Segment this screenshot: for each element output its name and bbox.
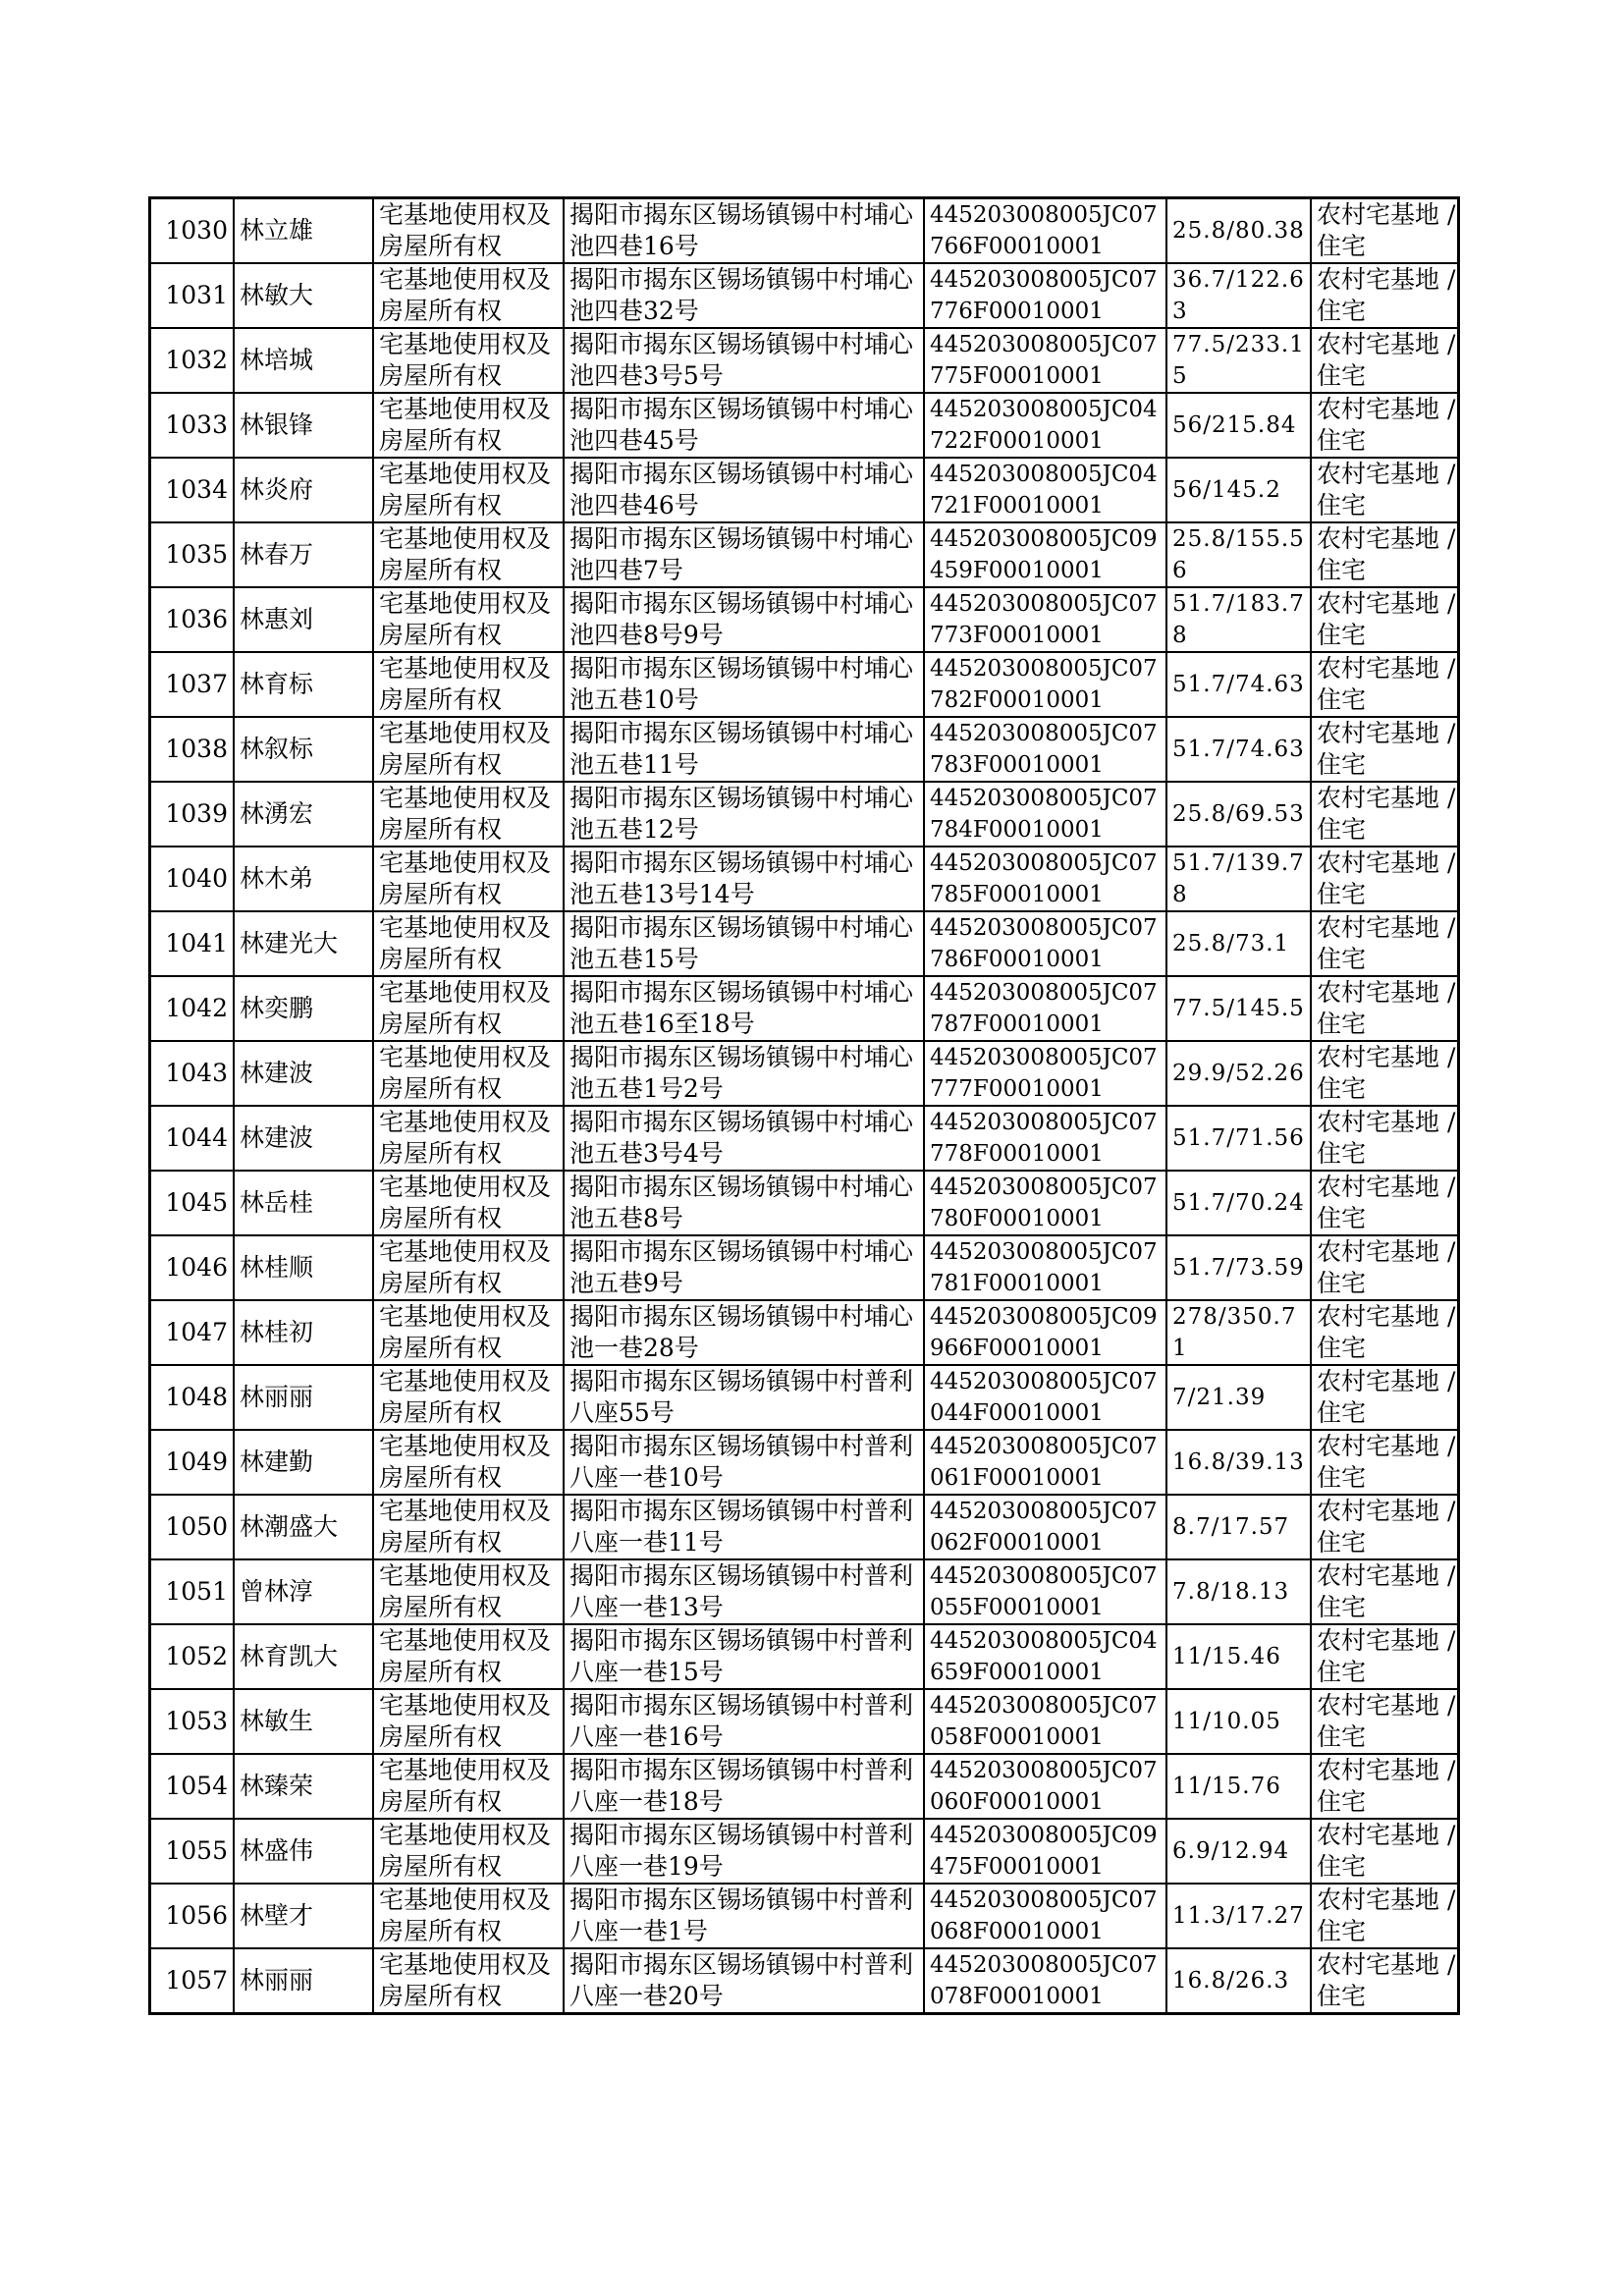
unit-code-cell: 445203008005JC07784F00010001: [924, 782, 1166, 847]
owner-name-cell: 林建光大: [234, 911, 373, 976]
land-use-cell: 农村宅基地 / 住宅: [1311, 717, 1459, 782]
land-use-cell: 农村宅基地 / 住宅: [1311, 1430, 1459, 1495]
owner-name-cell: 林盛伟: [234, 1819, 373, 1884]
property-address-cell: 揭阳市揭东区锡场镇锡中村埔心池五巷10号: [564, 652, 924, 717]
area-value-cell: 11/10.05: [1166, 1689, 1311, 1754]
right-type-cell: 宅基地使用权及房屋所有权: [373, 1495, 564, 1559]
area-value-cell: 16.8/39.13: [1166, 1430, 1311, 1495]
owner-name-cell: 林培城: [234, 328, 373, 393]
table-row: [150, 652, 1459, 717]
unit-code-cell: 445203008005JC07058F00010001: [924, 1689, 1166, 1754]
area-value-cell: 11/15.46: [1166, 1624, 1311, 1689]
row-number-cell: 1052: [150, 1624, 235, 1689]
area-value-cell: 51.7/73.59: [1166, 1235, 1311, 1300]
row-number-cell: 1040: [150, 847, 235, 911]
land-use-cell: 农村宅基地 / 住宅: [1311, 782, 1459, 847]
table-row: [150, 522, 1459, 587]
owner-name-cell: 林桂顺: [234, 1235, 373, 1300]
right-type-cell: 宅基地使用权及房屋所有权: [373, 1819, 564, 1884]
property-address-cell: 揭阳市揭东区锡场镇锡中村普利八座一巷10号: [564, 1430, 924, 1495]
land-use-cell: 农村宅基地 / 住宅: [1311, 587, 1459, 652]
property-address-cell: 揭阳市揭东区锡场镇锡中村埔心池四巷16号: [564, 198, 924, 264]
area-value-cell: 25.8/155.56: [1166, 522, 1311, 587]
unit-code-cell: 445203008005JC07775F00010001: [924, 328, 1166, 393]
area-value-cell: 25.8/69.53: [1166, 782, 1311, 847]
unit-code-cell: 445203008005JC07773F00010001: [924, 587, 1166, 652]
owner-name-cell: 林奕鹏: [234, 976, 373, 1041]
right-type-cell: 宅基地使用权及房屋所有权: [373, 847, 564, 911]
row-number-cell: 1056: [150, 1884, 235, 1948]
land-use-cell: 农村宅基地 / 住宅: [1311, 1041, 1459, 1106]
unit-code-cell: 445203008005JC07060F00010001: [924, 1754, 1166, 1819]
property-address-cell: 揭阳市揭东区锡场镇锡中村埔心池四巷7号: [564, 522, 924, 587]
land-use-cell: 农村宅基地 / 住宅: [1311, 393, 1459, 458]
owner-name-cell: 林敏大: [234, 263, 373, 328]
right-type-cell: 宅基地使用权及房屋所有权: [373, 1948, 564, 2014]
owner-name-cell: 林臻荣: [234, 1754, 373, 1819]
table-row: [150, 847, 1459, 911]
row-number-cell: 1048: [150, 1365, 235, 1430]
area-value-cell: 11.3/17.27: [1166, 1884, 1311, 1948]
table-row: [150, 1754, 1459, 1819]
land-use-cell: 农村宅基地 / 住宅: [1311, 1819, 1459, 1884]
row-number-cell: 1033: [150, 393, 235, 458]
row-number-cell: 1054: [150, 1754, 235, 1819]
table-row: [150, 1235, 1459, 1300]
area-value-cell: 29.9/52.26: [1166, 1041, 1311, 1106]
property-address-cell: 揭阳市揭东区锡场镇锡中村普利八座一巷11号: [564, 1495, 924, 1559]
table-row: [150, 393, 1459, 458]
row-number-cell: 1047: [150, 1300, 235, 1365]
area-value-cell: 51.7/183.78: [1166, 587, 1311, 652]
land-use-cell: 农村宅基地 / 住宅: [1311, 652, 1459, 717]
table-row: [150, 328, 1459, 393]
unit-code-cell: 445203008005JC07782F00010001: [924, 652, 1166, 717]
right-type-cell: 宅基地使用权及房屋所有权: [373, 1559, 564, 1624]
right-type-cell: 宅基地使用权及房屋所有权: [373, 1300, 564, 1365]
unit-code-cell: 445203008005JC07787F00010001: [924, 976, 1166, 1041]
owner-name-cell: 林叙标: [234, 717, 373, 782]
land-use-cell: 农村宅基地 / 住宅: [1311, 1884, 1459, 1948]
owner-name-cell: 林立雄: [234, 198, 373, 264]
property-address-cell: 揭阳市揭东区锡场镇锡中村普利八座一巷15号: [564, 1624, 924, 1689]
row-number-cell: 1049: [150, 1430, 235, 1495]
owner-name-cell: 曾林淳: [234, 1559, 373, 1624]
right-type-cell: 宅基地使用权及房屋所有权: [373, 1430, 564, 1495]
right-type-cell: 宅基地使用权及房屋所有权: [373, 911, 564, 976]
land-use-cell: 农村宅基地 / 住宅: [1311, 1624, 1459, 1689]
table-row: [150, 976, 1459, 1041]
unit-code-cell: 445203008005JC07781F00010001: [924, 1235, 1166, 1300]
right-type-cell: 宅基地使用权及房屋所有权: [373, 1041, 564, 1106]
area-value-cell: 51.7/139.78: [1166, 847, 1311, 911]
area-value-cell: 56/145.2: [1166, 458, 1311, 522]
owner-name-cell: 林木弟: [234, 847, 373, 911]
row-number-cell: 1041: [150, 911, 235, 976]
owner-name-cell: 林敏生: [234, 1689, 373, 1754]
table-row: [150, 1430, 1459, 1495]
land-use-cell: 农村宅基地 / 住宅: [1311, 1948, 1459, 2014]
area-value-cell: 7.8/18.13: [1166, 1559, 1311, 1624]
property-address-cell: 揭阳市揭东区锡场镇锡中村埔心池五巷3号4号: [564, 1106, 924, 1171]
right-type-cell: 宅基地使用权及房屋所有权: [373, 652, 564, 717]
owner-name-cell: 林银锋: [234, 393, 373, 458]
land-use-cell: 农村宅基地 / 住宅: [1311, 1106, 1459, 1171]
row-number-cell: 1030: [150, 198, 235, 264]
unit-code-cell: 445203008005JC09475F00010001: [924, 1819, 1166, 1884]
row-number-cell: 1042: [150, 976, 235, 1041]
row-number-cell: 1045: [150, 1171, 235, 1235]
row-number-cell: 1046: [150, 1235, 235, 1300]
area-value-cell: 51.7/74.63: [1166, 717, 1311, 782]
property-address-cell: 揭阳市揭东区锡场镇锡中村普利八座一巷20号: [564, 1948, 924, 2014]
owner-name-cell: 林潮盛大: [234, 1495, 373, 1559]
owner-name-cell: 林桂初: [234, 1300, 373, 1365]
property-address-cell: 揭阳市揭东区锡场镇锡中村埔心池一巷28号: [564, 1300, 924, 1365]
property-address-cell: 揭阳市揭东区锡场镇锡中村埔心池四巷46号: [564, 458, 924, 522]
area-value-cell: 6.9/12.94: [1166, 1819, 1311, 1884]
table-row: [150, 1495, 1459, 1559]
unit-code-cell: 445203008005JC07785F00010001: [924, 847, 1166, 911]
area-value-cell: 11/15.76: [1166, 1754, 1311, 1819]
unit-code-cell: 445203008005JC07062F00010001: [924, 1495, 1166, 1559]
area-value-cell: 25.8/73.1: [1166, 911, 1311, 976]
right-type-cell: 宅基地使用权及房屋所有权: [373, 587, 564, 652]
area-value-cell: 51.7/71.56: [1166, 1106, 1311, 1171]
right-type-cell: 宅基地使用权及房屋所有权: [373, 782, 564, 847]
right-type-cell: 宅基地使用权及房屋所有权: [373, 263, 564, 328]
unit-code-cell: 445203008005JC07780F00010001: [924, 1171, 1166, 1235]
property-address-cell: 揭阳市揭东区锡场镇锡中村埔心池五巷12号: [564, 782, 924, 847]
land-use-cell: 农村宅基地 / 住宅: [1311, 911, 1459, 976]
owner-name-cell: 林惠刘: [234, 587, 373, 652]
right-type-cell: 宅基地使用权及房屋所有权: [373, 976, 564, 1041]
row-number-cell: 1050: [150, 1495, 235, 1559]
right-type-cell: 宅基地使用权及房屋所有权: [373, 1754, 564, 1819]
land-use-cell: 农村宅基地 / 住宅: [1311, 976, 1459, 1041]
table-row: [150, 1171, 1459, 1235]
unit-code-cell: 445203008005JC07078F00010001: [924, 1948, 1166, 2014]
property-address-cell: 揭阳市揭东区锡场镇锡中村埔心池五巷11号: [564, 717, 924, 782]
row-number-cell: 1031: [150, 263, 235, 328]
row-number-cell: 1043: [150, 1041, 235, 1106]
owner-name-cell: 林春万: [234, 522, 373, 587]
table-row: [150, 458, 1459, 522]
property-address-cell: 揭阳市揭东区锡场镇锡中村普利八座55号: [564, 1365, 924, 1430]
right-type-cell: 宅基地使用权及房屋所有权: [373, 328, 564, 393]
area-value-cell: 278/350.71: [1166, 1300, 1311, 1365]
property-address-cell: 揭阳市揭东区锡场镇锡中村埔心池五巷15号: [564, 911, 924, 976]
table-row: [150, 1300, 1459, 1365]
right-type-cell: 宅基地使用权及房屋所有权: [373, 198, 564, 264]
table-row: [150, 1041, 1459, 1106]
row-number-cell: 1055: [150, 1819, 235, 1884]
row-number-cell: 1036: [150, 587, 235, 652]
row-number-cell: 1034: [150, 458, 235, 522]
property-address-cell: 揭阳市揭东区锡场镇锡中村埔心池四巷32号: [564, 263, 924, 328]
table-row: [150, 717, 1459, 782]
row-number-cell: 1037: [150, 652, 235, 717]
property-address-cell: 揭阳市揭东区锡场镇锡中村埔心池四巷3号5号: [564, 328, 924, 393]
land-use-cell: 农村宅基地 / 住宅: [1311, 328, 1459, 393]
table-row: [150, 1689, 1459, 1754]
area-value-cell: 16.8/26.3: [1166, 1948, 1311, 2014]
registry-table: [148, 196, 1460, 2015]
unit-code-cell: 445203008005JC07783F00010001: [924, 717, 1166, 782]
table-row: [150, 1948, 1459, 2014]
owner-name-cell: 林壁才: [234, 1884, 373, 1948]
area-value-cell: 77.5/233.15: [1166, 328, 1311, 393]
area-value-cell: 36.7/122.63: [1166, 263, 1311, 328]
unit-code-cell: 445203008005JC09459F00010001: [924, 522, 1166, 587]
right-type-cell: 宅基地使用权及房屋所有权: [373, 1624, 564, 1689]
area-value-cell: 56/215.84: [1166, 393, 1311, 458]
property-address-cell: 揭阳市揭东区锡场镇锡中村普利八座一巷1号: [564, 1884, 924, 1948]
area-value-cell: 51.7/74.63: [1166, 652, 1311, 717]
right-type-cell: 宅基地使用权及房屋所有权: [373, 1365, 564, 1430]
right-type-cell: 宅基地使用权及房屋所有权: [373, 393, 564, 458]
land-use-cell: 农村宅基地 / 住宅: [1311, 847, 1459, 911]
land-use-cell: 农村宅基地 / 住宅: [1311, 1300, 1459, 1365]
table-row: [150, 911, 1459, 976]
table-row: [150, 1106, 1459, 1171]
row-number-cell: 1039: [150, 782, 235, 847]
area-value-cell: 25.8/80.38: [1166, 198, 1311, 264]
unit-code-cell: 445203008005JC04659F00010001: [924, 1624, 1166, 1689]
row-number-cell: 1057: [150, 1948, 235, 2014]
owner-name-cell: 林丽丽: [234, 1948, 373, 2014]
owner-name-cell: 林育凯大: [234, 1624, 373, 1689]
table-row: [150, 587, 1459, 652]
unit-code-cell: 445203008005JC07776F00010001: [924, 263, 1166, 328]
right-type-cell: 宅基地使用权及房屋所有权: [373, 1171, 564, 1235]
land-use-cell: 农村宅基地 / 住宅: [1311, 1235, 1459, 1300]
unit-code-cell: 445203008005JC04722F00010001: [924, 393, 1166, 458]
table-row: [150, 1624, 1459, 1689]
table-body: [150, 198, 1459, 2014]
owner-name-cell: 林建波: [234, 1041, 373, 1106]
property-address-cell: 揭阳市揭东区锡场镇锡中村埔心池五巷16至18号: [564, 976, 924, 1041]
owner-name-cell: 林育标: [234, 652, 373, 717]
property-address-cell: 揭阳市揭东区锡场镇锡中村埔心池四巷8号9号: [564, 587, 924, 652]
property-address-cell: 揭阳市揭东区锡场镇锡中村埔心池五巷1号2号: [564, 1041, 924, 1106]
table-row: [150, 1559, 1459, 1624]
unit-code-cell: 445203008005JC07055F00010001: [924, 1559, 1166, 1624]
right-type-cell: 宅基地使用权及房屋所有权: [373, 1106, 564, 1171]
land-use-cell: 农村宅基地 / 住宅: [1311, 1559, 1459, 1624]
table-row: [150, 1365, 1459, 1430]
owner-name-cell: 林丽丽: [234, 1365, 373, 1430]
right-type-cell: 宅基地使用权及房屋所有权: [373, 458, 564, 522]
row-number-cell: 1032: [150, 328, 235, 393]
area-value-cell: 51.7/70.24: [1166, 1171, 1311, 1235]
row-number-cell: 1035: [150, 522, 235, 587]
table-row: [150, 198, 1459, 264]
area-value-cell: 77.5/145.5: [1166, 976, 1311, 1041]
row-number-cell: 1038: [150, 717, 235, 782]
unit-code-cell: 445203008005JC04721F00010001: [924, 458, 1166, 522]
area-value-cell: 7/21.39: [1166, 1365, 1311, 1430]
right-type-cell: 宅基地使用权及房屋所有权: [373, 522, 564, 587]
owner-name-cell: 林岳桂: [234, 1171, 373, 1235]
row-number-cell: 1053: [150, 1689, 235, 1754]
table-row: [150, 263, 1459, 328]
table-row: [150, 782, 1459, 847]
row-number-cell: 1051: [150, 1559, 235, 1624]
property-address-cell: 揭阳市揭东区锡场镇锡中村普利八座一巷18号: [564, 1754, 924, 1819]
owner-name-cell: 林建波: [234, 1106, 373, 1171]
unit-code-cell: 445203008005JC07766F00010001: [924, 198, 1166, 264]
unit-code-cell: 445203008005JC07777F00010001: [924, 1041, 1166, 1106]
owner-name-cell: 林湧宏: [234, 782, 373, 847]
land-use-cell: 农村宅基地 / 住宅: [1311, 198, 1459, 264]
table-row: [150, 1819, 1459, 1884]
land-use-cell: 农村宅基地 / 住宅: [1311, 1689, 1459, 1754]
land-use-cell: 农村宅基地 / 住宅: [1311, 1495, 1459, 1559]
property-address-cell: 揭阳市揭东区锡场镇锡中村埔心池四巷45号: [564, 393, 924, 458]
land-use-cell: 农村宅基地 / 住宅: [1311, 522, 1459, 587]
unit-code-cell: 445203008005JC09966F00010001: [924, 1300, 1166, 1365]
right-type-cell: 宅基地使用权及房屋所有权: [373, 1235, 564, 1300]
right-type-cell: 宅基地使用权及房屋所有权: [373, 1884, 564, 1948]
land-use-cell: 农村宅基地 / 住宅: [1311, 458, 1459, 522]
land-use-cell: 农村宅基地 / 住宅: [1311, 1754, 1459, 1819]
unit-code-cell: 445203008005JC07778F00010001: [924, 1106, 1166, 1171]
land-use-cell: 农村宅基地 / 住宅: [1311, 263, 1459, 328]
owner-name-cell: 林建勤: [234, 1430, 373, 1495]
unit-code-cell: 445203008005JC07061F00010001: [924, 1430, 1166, 1495]
owner-name-cell: 林炎府: [234, 458, 373, 522]
area-value-cell: 8.7/17.57: [1166, 1495, 1311, 1559]
property-address-cell: 揭阳市揭东区锡场镇锡中村埔心池五巷13号14号: [564, 847, 924, 911]
unit-code-cell: 445203008005JC07068F00010001: [924, 1884, 1166, 1948]
right-type-cell: 宅基地使用权及房屋所有权: [373, 717, 564, 782]
unit-code-cell: 445203008005JC07044F00010001: [924, 1365, 1166, 1430]
land-use-cell: 农村宅基地 / 住宅: [1311, 1365, 1459, 1430]
property-address-cell: 揭阳市揭东区锡场镇锡中村埔心池五巷9号: [564, 1235, 924, 1300]
property-address-cell: 揭阳市揭东区锡场镇锡中村普利八座一巷13号: [564, 1559, 924, 1624]
land-use-cell: 农村宅基地 / 住宅: [1311, 1171, 1459, 1235]
property-address-cell: 揭阳市揭东区锡场镇锡中村埔心池五巷8号: [564, 1171, 924, 1235]
table-row: [150, 1884, 1459, 1948]
property-address-cell: 揭阳市揭东区锡场镇锡中村普利八座一巷16号: [564, 1689, 924, 1754]
right-type-cell: 宅基地使用权及房屋所有权: [373, 1689, 564, 1754]
row-number-cell: 1044: [150, 1106, 235, 1171]
unit-code-cell: 445203008005JC07786F00010001: [924, 911, 1166, 976]
property-address-cell: 揭阳市揭东区锡场镇锡中村普利八座一巷19号: [564, 1819, 924, 1884]
